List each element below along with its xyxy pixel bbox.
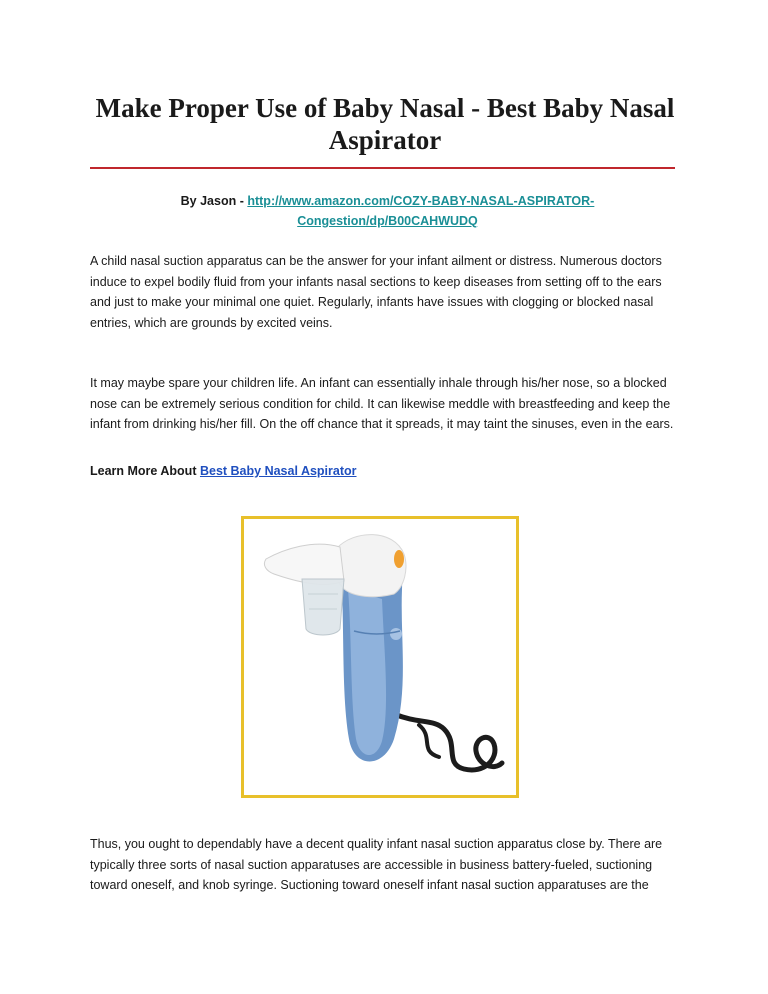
byline bbox=[150, 191, 625, 231]
nozzle-shape bbox=[264, 544, 344, 584]
byline-author: By Jason - bbox=[180, 194, 248, 208]
learn-more-prefix: Learn More About bbox=[90, 464, 200, 478]
power-button-shape bbox=[394, 550, 404, 568]
paragraph-1: A child nasal suction apparatus can be the answer for your infant ailment or distress. Numerous doctors induce to expel bodily fluid from your infants nasal sections to keep diseases from setting off to the ears and just to make your minimal one quiet. Regularly, infants have issues with clogging or blocked nasal entries, which are grounds by excited veins. bbox=[90, 254, 662, 330]
paragraph-3: Thus, you ought to dependably have a decent quality infant nasal suction apparatus close by. There are typically three sorts of nasal suction apparatuses are accessible in business battery-fueled, suctioning toward oneself, and knob syringe. Suctioning toward oneself infant nasal suction apparatuses are the bbox=[90, 837, 663, 892]
learn-more bbox=[90, 461, 680, 481]
logo-mark-shape bbox=[390, 628, 402, 640]
aspirator-cap-shape bbox=[333, 535, 406, 597]
page-title: Make Proper Use of Baby Nasal - Best Baby Nasal Aspirator bbox=[95, 93, 675, 155]
learn-more-link[interactable]: Best Baby Nasal Aspirator bbox=[199, 464, 357, 478]
nasal-aspirator-illustration bbox=[244, 519, 516, 795]
title-divider bbox=[90, 167, 675, 169]
paragraph-2: It may maybe spare your children life. An infant can essentially inhale through his/her nose, so a blocked nose can be extremely serious condition for child. It can likewise meddle with breastfeeding and keep the infant from drinking his/her fill. On the off chance that it spreads, it may taint the sinuses, even in the ears. bbox=[90, 376, 674, 431]
product-image bbox=[241, 516, 519, 798]
cord-loop-shape bbox=[419, 725, 439, 757]
cord-shape bbox=[394, 714, 502, 770]
byline-link[interactable]: http://www.amazon.com/COZY-BABY-NASAL-ASPIRATOR-Congestion/dp/B00CAHWUDQ bbox=[247, 194, 595, 228]
collection-cup-shape bbox=[302, 579, 344, 635]
